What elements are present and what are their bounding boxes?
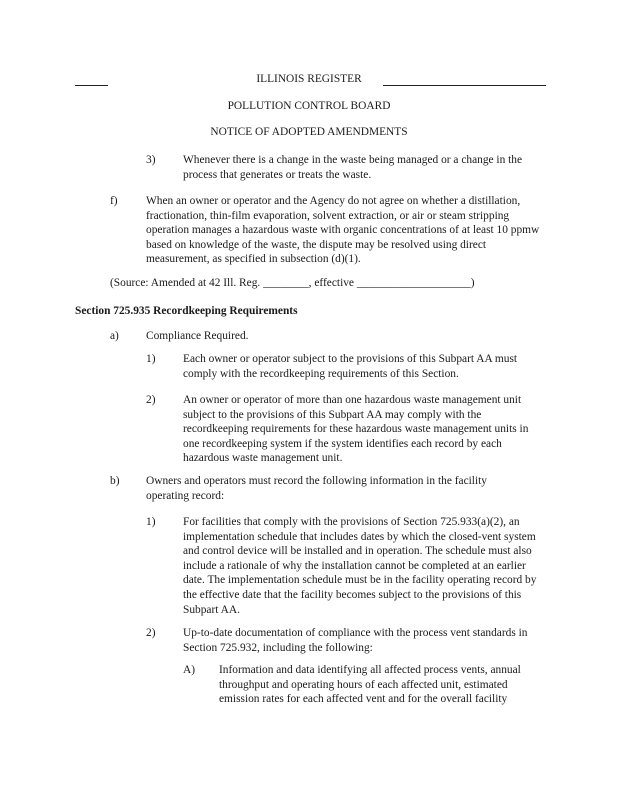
item-a-text: Compliance Required.	[146, 330, 249, 342]
item-a2-label: 2)	[146, 394, 156, 406]
item-a-label: a)	[110, 330, 119, 342]
item-f-label: f)	[110, 195, 118, 207]
item-e3-text: Whenever there is a change in the waste being managed or a change in the process that generates or treats the waste.	[183, 154, 523, 181]
item-a1-label: 1)	[146, 353, 156, 365]
item-bA-label: A)	[183, 664, 196, 676]
item-a1-text: Each owner or operator subject to the provisions of this Subpart AA must comply with the recordkeeping requirements of this Section.	[183, 353, 518, 380]
item-b2-text: Up-to-date documentation of compliance with the process vent standards in Section 725.932, including the following:	[183, 627, 528, 654]
item-b2-label: 2)	[146, 627, 156, 639]
notice-title: NOTICE OF ADOPTED AMENDMENTS	[210, 126, 408, 138]
item-b-text: Owners and operators must record the following information in the facility operating record:	[146, 475, 487, 502]
item-a2-text: An owner or operator of more than one hazardous waste management unit subject to the provisions of this Subpart AA may comply with the recordkeeping requirements for these hazardous waste management units in one recordkeeping system if the system identifies each record by each hazardous waste management unit.	[183, 394, 529, 465]
board-title: POLLUTION CONTROL BOARD	[227, 100, 391, 112]
register-title: ILLINOIS REGISTER	[256, 73, 362, 85]
source-note: (Source: Amended at 42 Ill. Reg. ________, effective ____________________)	[110, 277, 475, 289]
item-f-text: When an owner or operator and the Agency do not agree on whether a distillation, fractionation, thin-film evaporation, solvent extraction, or air or steam stripping operation manages a hazardous waste with organic concentrations of at least 10 ppmw based on knowledge of the waste, the dispute may be resolved using direct measurement, as specified in subsection (d)(1).	[146, 195, 540, 266]
item-bA-text: Information and data identifying all affected process vents, annual throughput and operating hours of each affected unit, estimated emission rates for each affected vent and for the overall facility	[219, 664, 521, 706]
item-e3-label: 3)	[146, 154, 156, 166]
section-heading: Section 725.935 Recordkeeping Requirements	[75, 305, 298, 317]
item-b1-text: For facilities that comply with the provisions of Section 725.933(a)(2), an implementation schedule that includes dates by which the closed-vent system and control device will be installed and in operation. The schedule must also include a rationale of why the installation cannot be completed at an earlier date. The implementation schedule must be in the facility operating record by the effective date that the facility becomes subject to the provisions of this Subpart AA.	[183, 516, 537, 616]
item-b1-label: 1)	[146, 516, 156, 528]
item-b-label: b)	[110, 475, 120, 487]
